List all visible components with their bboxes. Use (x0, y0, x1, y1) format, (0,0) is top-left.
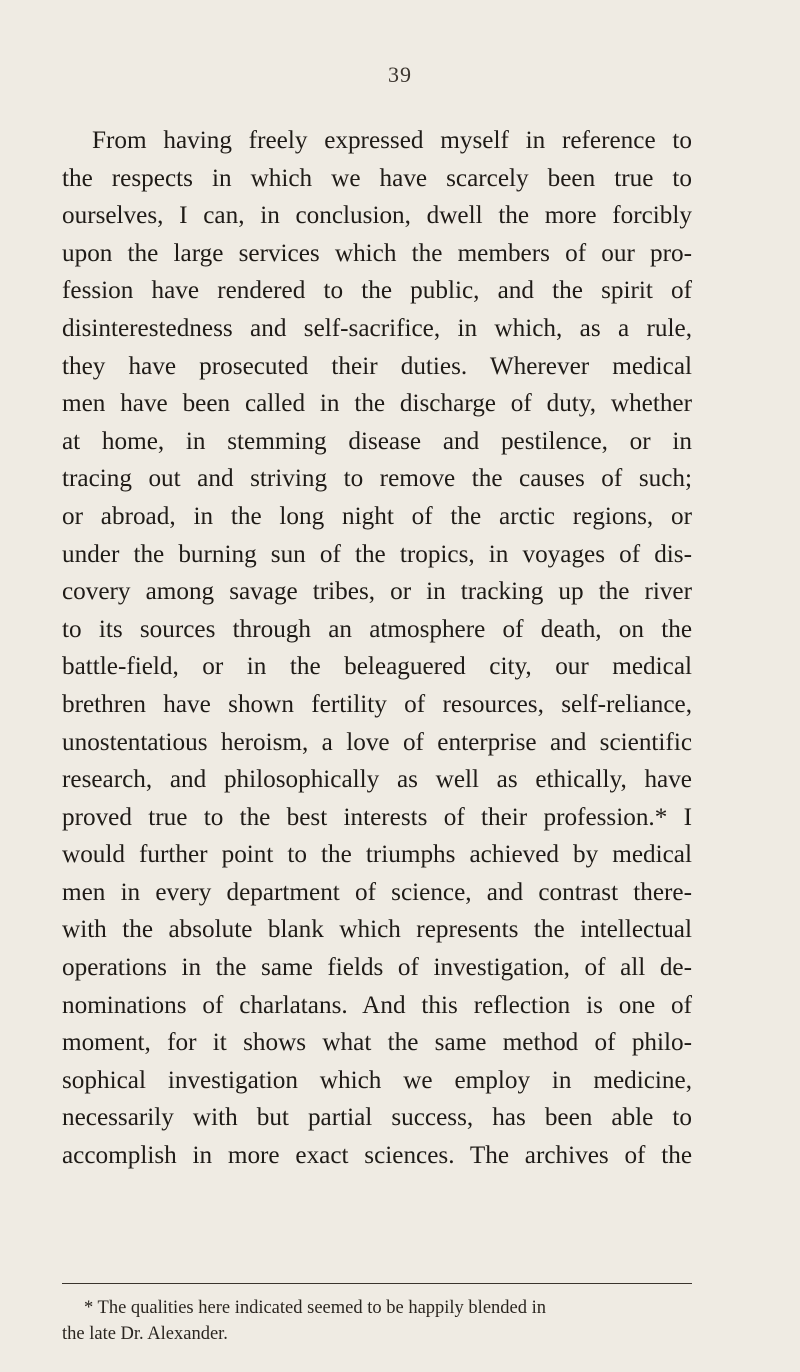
text-line: brethren have shown fertility of resources, self-reliance, (62, 690, 692, 718)
text-line: nominations of charlatans. And this reflection is one of (62, 991, 692, 1019)
footnote-line: * The qualities here indicated seemed to be happily blended in (84, 1298, 547, 1318)
text-line: tracing out and striving to remove the causes of such; (62, 465, 692, 493)
text-line: disinterestedness and self-sacrifice, in which, as a rule, (62, 314, 692, 342)
text-line: would further point to the triumphs achieved by medical (62, 841, 692, 869)
text-line: accomplish in more exact sciences. The archives of the (62, 1142, 692, 1170)
text-line: to its sources through an atmosphere of death, on the (62, 615, 692, 643)
text-line: unostentatious heroism, a love of enterprise and scientific (62, 728, 692, 756)
text-line: From having freely expressed myself in reference to (92, 127, 692, 154)
text-line: men in every department of science, and contrast there- (62, 878, 692, 906)
text-line: battle-field, or in the beleaguered city, our medical (62, 653, 692, 681)
text-line: men have been called in the discharge of duty, whether (62, 390, 692, 418)
page-number: 39 (388, 62, 412, 87)
text-line: moment, for it shows what the same method of philo- (62, 1029, 692, 1057)
text-line: research, and philosophically as well as ethically, have (62, 766, 692, 794)
text-line: covery among savage tribes, or in tracking up the river (62, 578, 692, 606)
text-line: under the burning sun of the tropics, in voyages of dis- (62, 540, 692, 568)
text-line: with the absolute blank which represents the intellectual (62, 916, 692, 944)
text-line: proved true to the best interests of their profession.* I (62, 803, 692, 831)
text-line: operations in the same fields of investigation, of all de- (62, 954, 692, 982)
footnote-divider (62, 1283, 692, 1284)
body-paragraph (62, 122, 692, 1175)
text-line: sophical investigation which we employ in medicine, (62, 1066, 692, 1094)
footnote-line: the late Dr. Alexander. (62, 1324, 228, 1344)
text-line: they have prosecuted their duties. Wherever medical (62, 352, 692, 380)
text-line: upon the large services which the members of our pro- (62, 239, 692, 267)
text-line: the respects in which we have scarcely been true to (62, 164, 692, 192)
text-line: ourselves, I can, in conclusion, dwell the more forcibly (62, 202, 692, 230)
text-line: or abroad, in the long night of the arctic regions, or (62, 502, 692, 530)
text-line: fession have rendered to the public, and the spirit of (62, 277, 692, 305)
footnote (62, 1295, 692, 1347)
text-line: at home, in stemming disease and pestilence, or in (62, 427, 692, 455)
text-line: necessarily with but partial success, has been able to (62, 1104, 692, 1132)
